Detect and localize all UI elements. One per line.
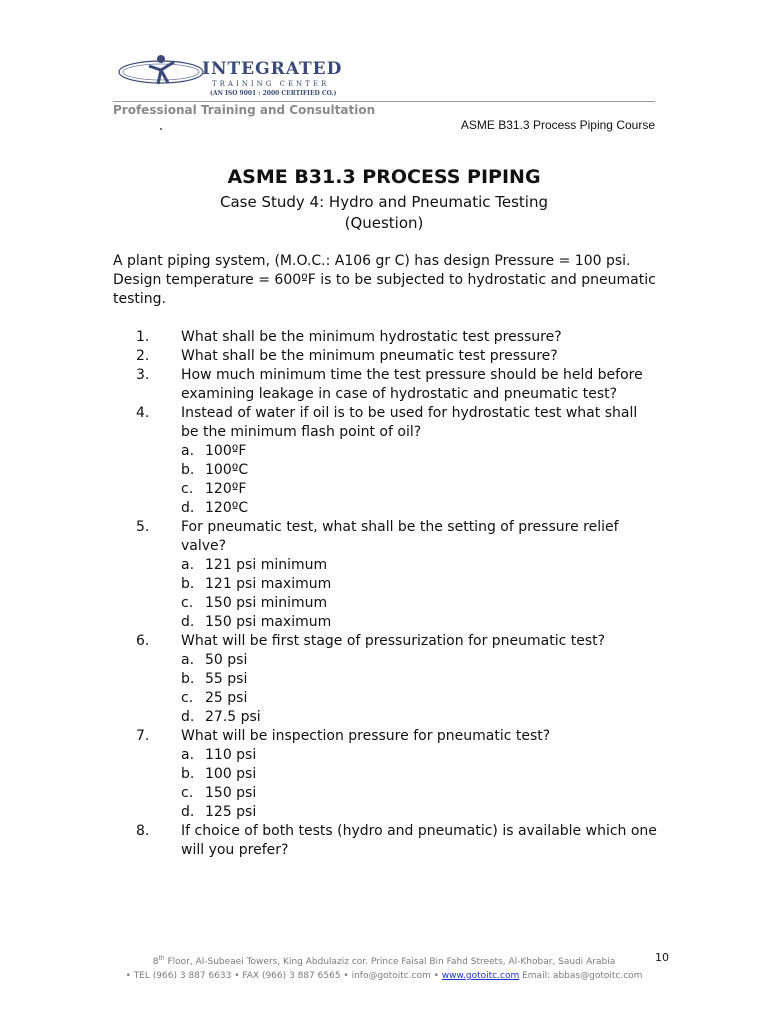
question-text: What will be inspection pressure for pneumatic test? <box>181 728 551 744</box>
footer-contact-text: • TEL (966) 3 887 6633 • FAX (966) 3 887 6565 • info@gotoitc.com • <box>125 971 442 981</box>
logo-iso-note: (AN ISO 9001 : 2000 CERTIFIED CO.) <box>210 90 337 97</box>
question-number: 5. <box>136 519 150 535</box>
page-number: 10 <box>655 951 669 964</box>
option-letter: d. <box>181 614 195 630</box>
footer-floor-number: 8 <box>152 957 159 967</box>
question-text: For pneumatic test, what shall be the setting of pressure relief valve? <box>181 519 619 554</box>
option-text: 121 psi maximum <box>205 576 332 592</box>
option-letter: b. <box>181 671 195 687</box>
option-text: 100ºF <box>205 443 247 459</box>
question-number: 8. <box>136 823 150 839</box>
company-logo <box>116 50 366 100</box>
option-letter: c. <box>181 785 194 801</box>
option-text: 50 psi <box>205 652 248 668</box>
footer-address <box>0 957 768 967</box>
question-number: 6. <box>136 633 150 649</box>
answer-option <box>113 746 658 765</box>
header-divider <box>113 101 655 102</box>
option-text: 55 psi <box>205 671 248 687</box>
answer-option <box>113 594 658 613</box>
question-item <box>113 727 658 746</box>
option-letter: a. <box>181 747 195 763</box>
question-text: If choice of both tests (hydro and pneumatic) is available which one will you prefer? <box>181 823 657 858</box>
footer-address-text: Floor, Al-Subeaei Towers, King Abdulaziz cor. Prince Faisal Bin Fahd Streets, Al-Khobar, Saudi Arabia <box>164 957 616 967</box>
option-letter: c. <box>181 595 194 611</box>
question-text: What will be first stage of pressurization for pneumatic test? <box>181 633 606 649</box>
option-letter: d. <box>181 500 195 516</box>
footer-email: Email: abbas@gotoitc.com <box>519 971 643 981</box>
question-number: 2. <box>136 348 150 364</box>
question-item <box>113 328 658 347</box>
header-tagline: Professional Training and Consultation <box>113 103 376 117</box>
question-list <box>113 328 658 860</box>
option-letter: d. <box>181 709 195 725</box>
option-letter: b. <box>181 462 195 478</box>
answer-option <box>113 803 658 822</box>
option-text: 150 psi minimum <box>205 595 328 611</box>
option-letter: d. <box>181 804 195 820</box>
answer-option <box>113 499 658 518</box>
subtitle-line-1: Case Study 4: Hydro and Pneumatic Testing <box>220 193 548 211</box>
option-letter: b. <box>181 576 195 592</box>
answer-option <box>113 461 658 480</box>
stray-dot <box>160 128 162 130</box>
answer-option <box>113 708 658 727</box>
option-text: 27.5 psi <box>205 709 261 725</box>
page-subtitle <box>0 192 768 234</box>
answer-option <box>113 480 658 499</box>
answer-option <box>113 689 658 708</box>
question-number: 4. <box>136 405 150 421</box>
question-number: 7. <box>136 728 150 744</box>
question-item <box>113 632 658 651</box>
logo-subtitle: TRAINING CENTER <box>212 80 330 88</box>
question-item <box>113 404 658 442</box>
answer-option <box>113 556 658 575</box>
footer-contact <box>0 971 768 981</box>
question-item <box>113 347 658 366</box>
footer-floor-suffix: th <box>158 955 165 962</box>
question-text: What shall be the minimum pneumatic test pressure? <box>181 348 558 364</box>
answer-option <box>113 784 658 803</box>
question-item <box>113 366 658 404</box>
question-number: 1. <box>136 329 150 345</box>
option-text: 150 psi <box>205 785 257 801</box>
answer-option <box>113 613 658 632</box>
question-number: 3. <box>136 367 150 383</box>
option-text: 110 psi <box>205 747 257 763</box>
header-course-title: ASME B31.3 Process Piping Course <box>460 118 655 132</box>
option-text: 120ºF <box>205 481 247 497</box>
logo-name: INTEGRATED <box>202 59 343 79</box>
option-letter: a. <box>181 443 195 459</box>
subtitle-line-2: (Question) <box>344 214 424 232</box>
option-text: 125 psi <box>205 804 257 820</box>
option-text: 100ºC <box>205 462 249 478</box>
question-text: How much minimum time the test pressure should be held before examining leakage in case of hydrostatic and pneumatic test? <box>181 367 643 402</box>
option-letter: a. <box>181 557 195 573</box>
option-letter: c. <box>181 690 194 706</box>
answer-option <box>113 442 658 461</box>
swoosh-figure-icon <box>116 50 206 100</box>
question-text: Instead of water if oil is to be used for hydrostatic test what shall be the minimum flash point of oil? <box>181 405 638 440</box>
option-text: 120ºC <box>205 500 249 516</box>
option-letter: a. <box>181 652 195 668</box>
page-title: ASME B31.3 PROCESS PIPING <box>227 166 541 188</box>
question-item <box>113 518 658 556</box>
option-letter: b. <box>181 766 195 782</box>
answer-option <box>113 670 658 689</box>
option-text: 100 psi <box>205 766 257 782</box>
question-item <box>113 822 658 860</box>
question-text: What shall be the minimum hydrostatic test pressure? <box>181 329 562 345</box>
website-link[interactable]: www.gotoitc.com <box>441 971 520 981</box>
answer-option <box>113 765 658 784</box>
option-text: 25 psi <box>205 690 248 706</box>
option-letter: c. <box>181 481 194 497</box>
answer-option <box>113 651 658 670</box>
intro-paragraph: A plant piping system, (M.O.C.: A106 gr C) has design Pressure = 100 psi. Design temperature = 600ºF is to be subjected to hydrostatic and pneumatic testing. <box>113 253 656 307</box>
option-text: 150 psi maximum <box>205 614 332 630</box>
answer-option <box>113 575 658 594</box>
option-text: 121 psi minimum <box>205 557 328 573</box>
